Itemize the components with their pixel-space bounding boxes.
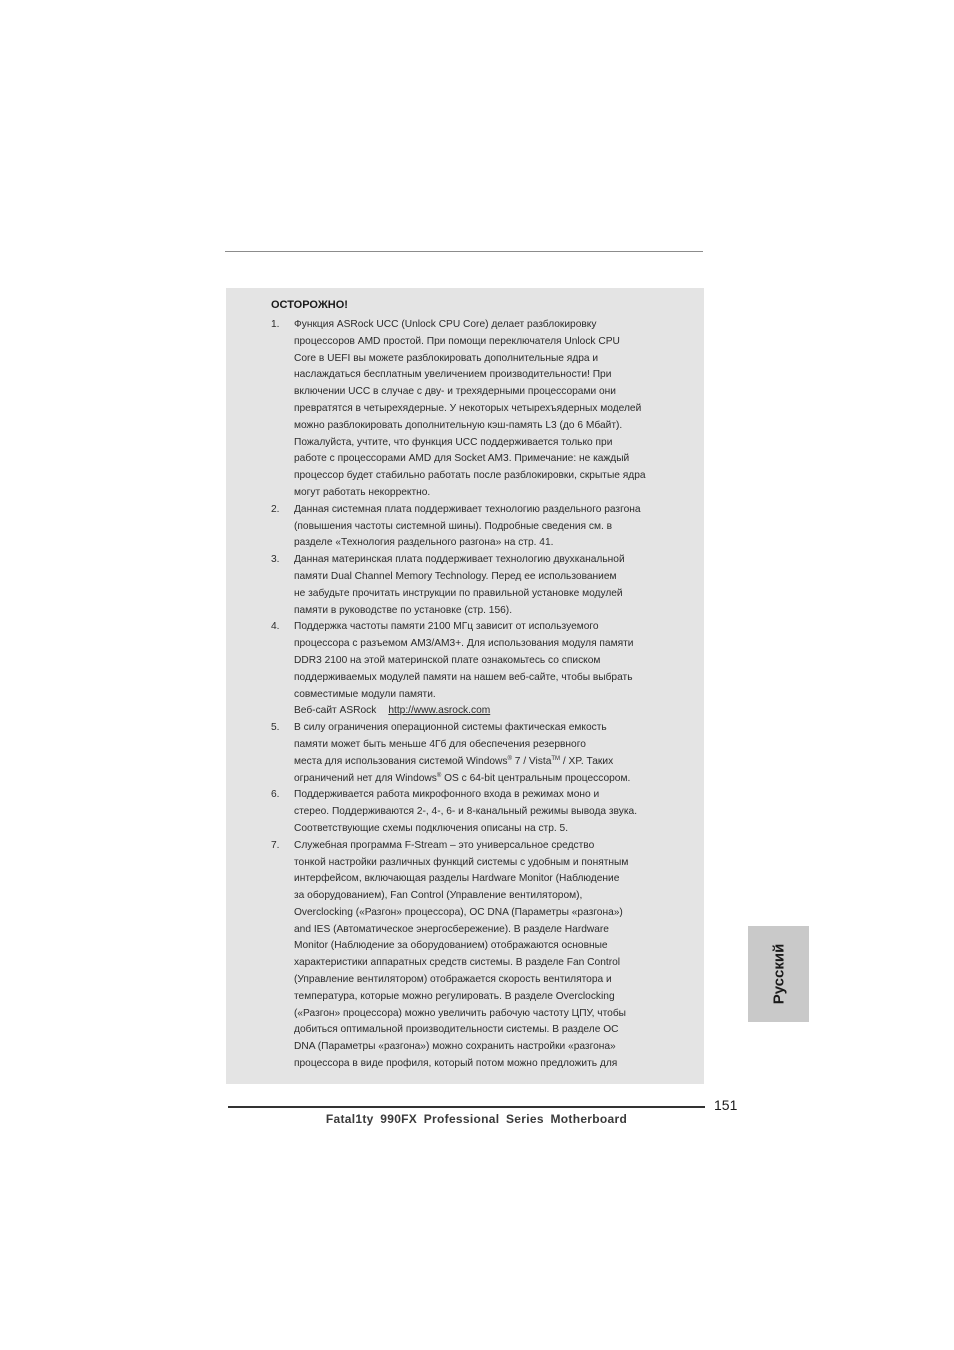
note-number: 2. (271, 503, 280, 515)
note-text-line: (Управление вентилятором) отображается скорость вентилятора и (294, 974, 612, 986)
note-text-line: стерео. Поддерживаются 2-, 4-, 6- и 8-канальный режимы вывода звука. (294, 806, 638, 818)
note-text-line: процессоров AMD простой. При помощи переключателя Unlock CPU (294, 335, 620, 347)
note-text-line (294, 771, 691, 788)
note-number: 3. (271, 554, 280, 566)
note-text-line: Поддержка частоты памяти 2100 МГц зависит от используемого (294, 621, 599, 633)
note-text-line: процессора в виде профиля, который потом можно предложить для (294, 1058, 618, 1070)
note-text-line: DNA (Параметры «разгона») можно сохранить настройки «разгона» (294, 1041, 616, 1053)
note-text-line: («Разгон» процессора) можно увеличить рабочую частоту ЦПУ, чтобы (294, 1007, 626, 1019)
note-5 (271, 720, 691, 787)
footer-title: Fatal1ty 990FX Professional Series Motherboard (325, 1112, 628, 1126)
registered-mark: ® (436, 772, 442, 779)
note-text-line: Overclocking («Разгон» процессора), OC DNA (Параметры «разгона») (294, 906, 623, 918)
page-number: 151 (714, 1097, 738, 1113)
note-text-part: места для использования системой Windows (294, 755, 508, 767)
top-divider (225, 251, 703, 252)
note-number: 4. (271, 621, 280, 633)
note-text-line: тонкой настройки различных функций системы с удобным и понятным (294, 856, 629, 868)
note-4 (271, 619, 691, 720)
note-number: 6. (271, 789, 280, 801)
note-text-line: превратятся в четырехядерные. У некоторых четырехъядерных моделей (294, 402, 642, 414)
note-text-line: памяти Dual Channel Memory Technology. Перед ее использованием (294, 570, 617, 582)
note-text-line: интерфейсом, включающая разделы Hardware Monitor (Наблюдение (294, 873, 620, 885)
note-text-part: / XP. Таких (560, 755, 614, 767)
note-text-line: Данная материнская плата поддерживает технологию двухканальной (294, 554, 625, 566)
note-text-line: температура, которые можно регулировать. В разделе Overclocking (294, 990, 615, 1002)
note-text-line: процессора с разъемом AM3/AM3+. Для использования модуля памяти (294, 638, 634, 650)
note-text-line: Core в UEFI вы можете разблокировать дополнительные ядра и (294, 352, 599, 364)
note-text-line: Monitor (Наблюдение за оборудованием) отображаются основные (294, 940, 608, 952)
note-text-line: могут работать некорректно. (294, 486, 431, 498)
note-text-line: Служебная программа F-Stream – это универсальное средство (294, 839, 595, 851)
note-text-part: ограничений нет для Windows (294, 772, 437, 784)
note-1 (271, 317, 691, 502)
note-text-line: наслаждаться бесплатным увеличением производительности! При (294, 369, 612, 381)
footer-divider (228, 1106, 705, 1108)
note-number: 5. (271, 722, 280, 734)
note-text-line: and IES (Автоматическое энергосбережение). В разделе Hardware (294, 923, 609, 935)
note-text-line: В силу ограничения операционной системы фактическая емкость (294, 722, 607, 734)
note-text-line: не забудьте прочитать инструкции по правильной установке модулей (294, 587, 623, 599)
note-text-line: включении UCC в случае с дву- и трехядерными процессорами они (294, 386, 616, 398)
note-text-line: добиться оптимальной производительности системы. В разделе OC (294, 1024, 619, 1036)
note-text-line: за оборудованием), Fan Control (Управление вентилятором), (294, 890, 583, 902)
note-text-line (294, 754, 691, 771)
note-text-line: разделе «Технология раздельного разгона» на стр. 41. (294, 537, 554, 549)
language-tab (748, 926, 809, 1022)
asrock-website-link[interactable]: http://www.asrock.com (388, 705, 491, 717)
note-number: 7. (271, 839, 280, 851)
note-text-line: DDR3 2100 на этой материнской плате ознакомьтесь со списком (294, 654, 601, 666)
note-text-line: можно разблокировать дополнительную кэш-память L3 (до 6 Мбайт). (294, 419, 623, 431)
note-2 (271, 502, 691, 552)
note-text-line: Пожалуйста, учтите, что функция UCC поддерживается только при (294, 436, 613, 448)
note-text-part: 7 / Vista (511, 755, 552, 767)
note-text-line: Поддерживается работа микрофонного входа в режимах моно и (294, 789, 600, 801)
registered-mark: ® (507, 755, 512, 762)
note-text-line: работе с процессорами AMD для Socket AM3. Примечание: не каждый (294, 453, 630, 465)
trademark-mark: TM (551, 755, 561, 762)
website-line (294, 703, 691, 720)
note-6 (271, 787, 691, 837)
caution-notes-list (271, 317, 691, 1073)
note-3 (271, 552, 691, 619)
note-text-line: (повышения частоты системной шины). Подробные сведения см. в (294, 520, 613, 532)
caution-title: ОСТОРОЖНО! (271, 299, 348, 311)
note-7 (271, 838, 691, 1073)
note-text-line: процессор будет стабильно работать после разблокировки, скрытые ядра (294, 470, 646, 482)
note-text-part: OS с 64-bit центральным процессором. (441, 772, 631, 784)
note-text-line: характеристики аппаратных средств системы. В разделе Fan Control (294, 957, 621, 969)
website-label: Веб-сайт ASRock (294, 705, 377, 717)
note-text-line: памяти может быть меньше 4Гб для обеспечения резервного (294, 738, 586, 750)
note-text-line: поддерживаемых модулей памяти на нашем веб-сайте, чтобы выбрать (294, 671, 633, 683)
note-text-line: Функция ASRock UCC (Unlock CPU Core) делает разблокировку (294, 319, 597, 330)
note-number: 1. (271, 319, 280, 330)
note-text-line: Данная системная плата поддерживает технологию раздельного разгона (294, 503, 641, 515)
note-text-line: совместимые модули памяти. (294, 688, 436, 700)
caution-box (226, 288, 704, 1084)
language-label: Русский (770, 943, 787, 1005)
note-text-line: Соответствующие схемы подключения описаны на стр. 5. (294, 822, 569, 834)
note-text-line: памяти в руководстве по установке (стр. 156). (294, 604, 513, 616)
